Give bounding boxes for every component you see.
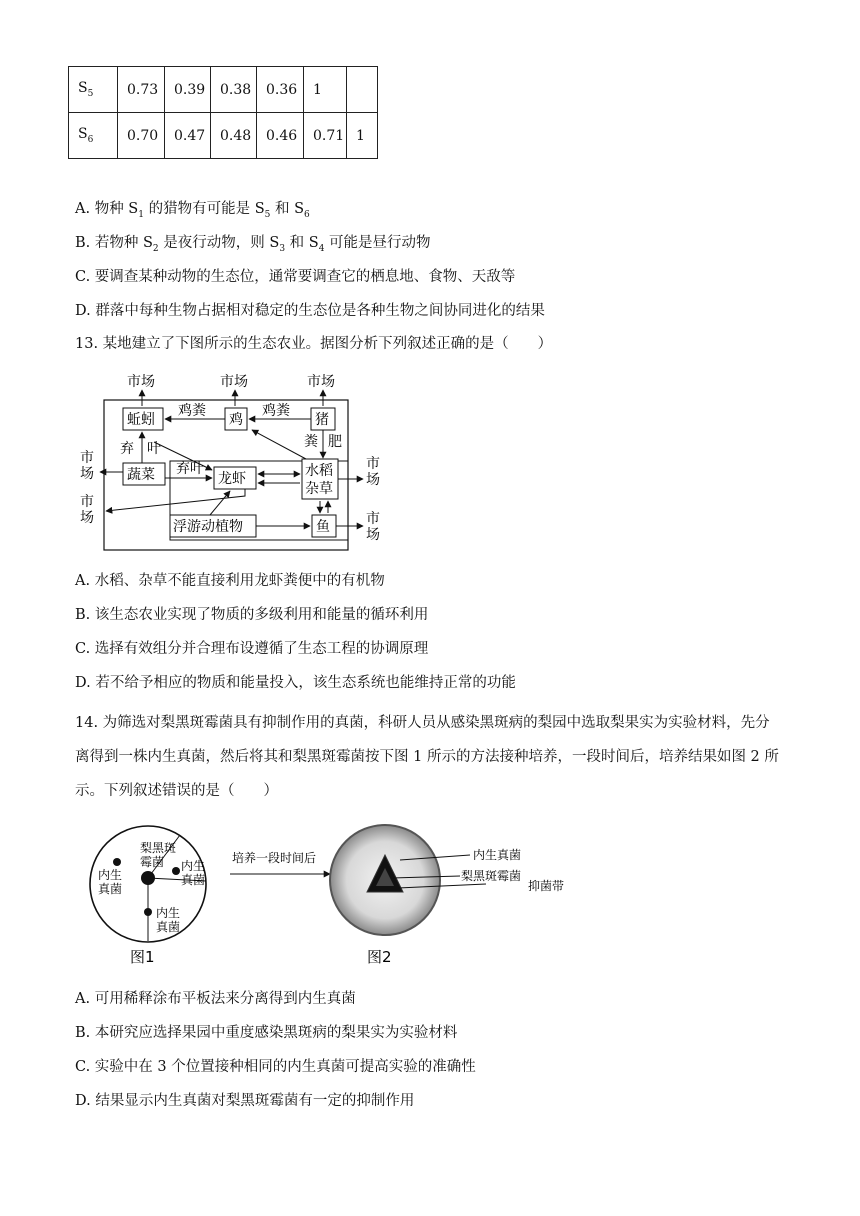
fig1-pear-label-1: 梨黑斑 bbox=[140, 841, 177, 855]
fig1-caption: 图1 bbox=[130, 948, 155, 966]
q14-stem: 14. 为筛选对梨黑斑霉菌具有抑制作用的真菌，科研人员从感染黑斑病的梨园中选取梨果实为实验材料，先分离得到一株内生真菌，然后将其和梨黑斑霉菌按下图 1 所示的方法接种培养，一段时间后，培养结果如图 2 所示。下列叙述错误的是（ ） bbox=[75, 715, 779, 799]
niche-overlap-table bbox=[68, 66, 378, 159]
chicken-manure-label-left: 鸡粪 bbox=[178, 403, 206, 419]
q14-option-c[interactable]: C. 实验中在 3 个位置接种相同的内生真菌可提高实验的准确性 bbox=[75, 1059, 476, 1075]
market-left-2b: 场 bbox=[80, 510, 94, 526]
fig1-endo-bottom-2: 真菌 bbox=[156, 920, 181, 934]
q12-option-c[interactable]: C. 要调查某种动物的生态位，通常要调查它的栖息地、食物、天敌等 bbox=[75, 269, 516, 285]
table-row bbox=[69, 67, 378, 113]
q14-option-a[interactable]: A. 可用稀释涂布平板法来分离得到内生真菌 bbox=[75, 991, 356, 1007]
fig2-band-label: 抑菌带 bbox=[528, 879, 565, 893]
discard-label: 弃 bbox=[120, 441, 134, 457]
market-label-earthworm: 市场 bbox=[127, 374, 155, 390]
table-cell: 0.38 bbox=[211, 67, 257, 113]
fertilizer-label: 肥 bbox=[328, 434, 342, 450]
market-right-1a: 市 bbox=[366, 456, 380, 472]
market-left-1b: 场 bbox=[80, 466, 94, 482]
table-cell: 0.73 bbox=[118, 67, 165, 113]
fig1-endo-right-2: 真菌 bbox=[181, 873, 206, 887]
arrow-caption: 培养一段时间后 bbox=[232, 851, 317, 865]
table-row bbox=[69, 113, 378, 159]
fungus-culture-figure bbox=[80, 822, 600, 977]
q13-option-a[interactable]: A. 水稻、杂草不能直接利用龙虾粪便中的有机物 bbox=[75, 573, 385, 589]
endophyte-dot-left bbox=[113, 858, 121, 866]
table-cell: 0.39 bbox=[165, 67, 211, 113]
market-right-1b: 场 bbox=[366, 472, 380, 488]
node-earthworm-label: 蚯蚓 bbox=[127, 412, 155, 428]
q12-option-a[interactable]: A. 物种 $S_1$ 的猎物有可能是 $S_5$ 和 $S_6$ bbox=[75, 201, 310, 220]
eco-agriculture-diagram bbox=[70, 364, 400, 554]
node-vegetable-label: 蔬菜 bbox=[127, 467, 155, 483]
table-cell: 0.70 bbox=[118, 113, 165, 159]
table-row-label: $S_5$ bbox=[69, 67, 118, 113]
table-cell bbox=[347, 67, 378, 113]
chicken-manure-label-right: 鸡粪 bbox=[262, 403, 290, 419]
fig2-pear-label: 梨黑斑霉菌 bbox=[461, 869, 522, 883]
discard-leaf-label: 弃叶 bbox=[176, 461, 204, 477]
manure-label: 粪 bbox=[304, 434, 318, 450]
q12-option-b[interactable]: B. 若物种 $S_2$ 是夜行动物，则 $S_3$ 和 $S_4$ 可能是昼行动物 bbox=[75, 235, 431, 254]
q14-option-b[interactable]: B. 本研究应选择果园中重度感染黑斑病的梨果实为实验材料 bbox=[75, 1025, 458, 1041]
node-rice-label: 水稻 bbox=[305, 463, 333, 479]
market-label-chicken: 市场 bbox=[220, 374, 248, 390]
node-pig-label: 猪 bbox=[315, 412, 329, 428]
table-cell: 0.36 bbox=[257, 67, 304, 113]
node-crayfish-label: 龙虾 bbox=[218, 471, 246, 487]
q13-option-b[interactable]: B. 该生态农业实现了物质的多级利用和能量的循环利用 bbox=[75, 607, 429, 623]
market-left-2a: 市 bbox=[80, 494, 94, 510]
market-label-pig: 市场 bbox=[307, 374, 335, 390]
table-cell: 0.46 bbox=[257, 113, 304, 159]
fig1-endo-bottom-1: 内生 bbox=[156, 906, 181, 920]
leaf-label: 叶 bbox=[147, 441, 161, 457]
table-cell: 0.48 bbox=[211, 113, 257, 159]
q12-option-d[interactable]: D. 群落中每种生物占据相对稳定的生态位是各种生物之间协同进化的结果 bbox=[75, 303, 545, 319]
node-fish-label: 鱼 bbox=[316, 519, 330, 535]
node-weed-label: 杂草 bbox=[305, 481, 333, 497]
endophyte-dot-right bbox=[172, 867, 180, 875]
fig1-endo-right-1: 内生 bbox=[181, 859, 206, 873]
endophyte-dot-bottom bbox=[144, 908, 152, 916]
table-cell: 1 bbox=[347, 113, 378, 159]
q13-stem: 13. 某地建立了下图所示的生态农业。据图分析下列叙述正确的是（ ） bbox=[75, 336, 553, 352]
pear-fungus-dot bbox=[141, 871, 155, 885]
node-plankton-label: 浮游动植物 bbox=[173, 519, 243, 535]
q13-option-c[interactable]: C. 选择有效组分并合理布设遵循了生态工程的协调原理 bbox=[75, 641, 429, 657]
fig1-endo-left-1: 内生 bbox=[98, 868, 123, 882]
market-right-2b: 场 bbox=[366, 527, 380, 543]
market-right-2a: 市 bbox=[366, 511, 380, 527]
table-row-label: $S_6$ bbox=[69, 113, 118, 159]
fig1-endo-left-2: 真菌 bbox=[98, 882, 123, 896]
table-cell: 1 bbox=[304, 67, 347, 113]
market-left-1a: 市 bbox=[80, 450, 94, 466]
fig1-pear-label-2: 霉菌 bbox=[140, 855, 165, 869]
fig2-caption: 图2 bbox=[367, 948, 392, 966]
fig2-endo-label: 内生真菌 bbox=[473, 848, 522, 862]
q13-option-d[interactable]: D. 若不给予相应的物质和能量投入，该生态系统也能维持正常的功能 bbox=[75, 675, 516, 691]
table-cell: 0.71 bbox=[304, 113, 347, 159]
table-cell: 0.47 bbox=[165, 113, 211, 159]
node-chicken-label: 鸡 bbox=[229, 412, 243, 428]
q14-option-d[interactable]: D. 结果显示内生真菌对梨黑斑霉菌有一定的抑制作用 bbox=[75, 1093, 415, 1109]
